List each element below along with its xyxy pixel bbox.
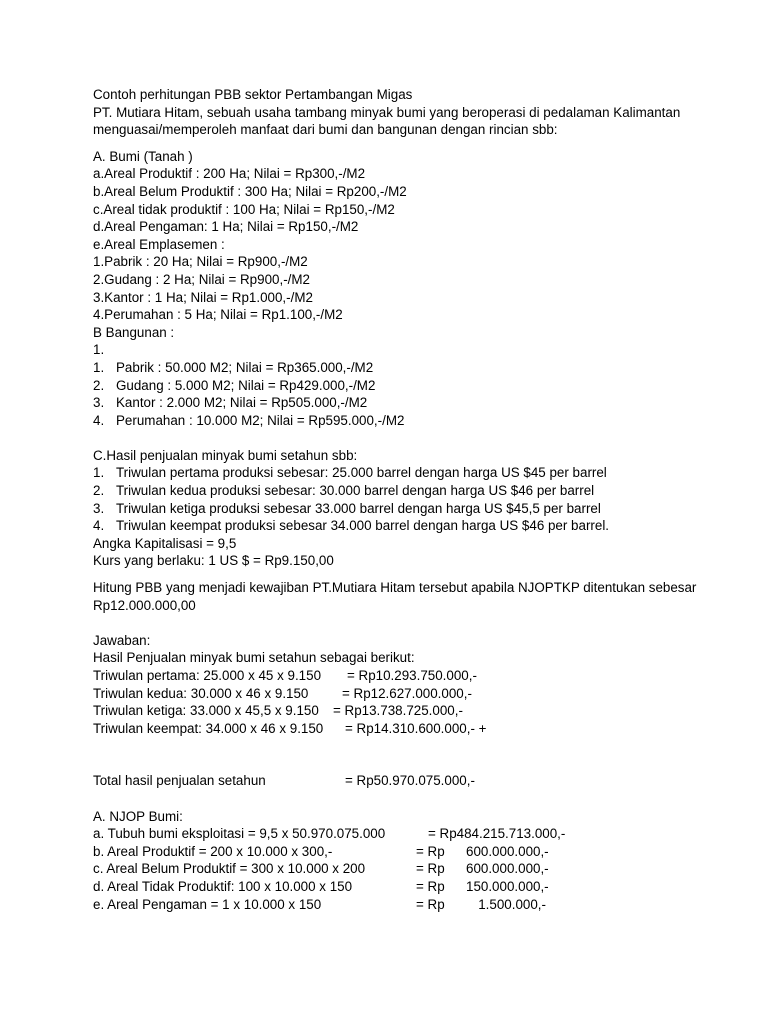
calc-value: = Rp12.627.000.000,- bbox=[342, 685, 472, 701]
section-a-heading: A. Bumi (Tanah ) bbox=[93, 148, 193, 164]
njop-rp: = Rp bbox=[416, 861, 445, 877]
total-label: Total hasil penjualan setahun bbox=[93, 773, 266, 789]
njop-value: 1.500.000,- bbox=[478, 896, 546, 912]
njop-value: 600.000.000,- bbox=[466, 861, 549, 877]
list-number: 3. bbox=[93, 395, 105, 411]
list-text: Triwulan ketiga produksi sebesar 33.000 barrel dengan harga US $45,5 per barrel bbox=[116, 500, 601, 516]
list-text: Pabrik : 50.000 M2; Nilai = Rp365.000,-/M2 bbox=[116, 359, 374, 375]
njop-value: 600.000.000,- bbox=[466, 843, 549, 859]
document-page bbox=[93, 86, 733, 913]
calc-label: Triwulan keempat: 34.000 x 46 x 9.150 bbox=[93, 720, 324, 736]
bangunan-item bbox=[93, 394, 733, 412]
list-text: Gudang : 5.000 M2; Nilai = Rp429.000,-/M2 bbox=[116, 377, 376, 393]
calc-value: = Rp13.738.725.000,- bbox=[333, 703, 463, 719]
njop-rp: = Rp bbox=[416, 896, 445, 912]
njop-label: e. Areal Pengaman = 1 x 10.000 x 150 bbox=[93, 896, 322, 912]
njop-value: = Rp484.215.713.000,- bbox=[428, 826, 566, 842]
question-line-1: Hitung PBB yang menjadi kewajiban PT.Mutiara Hitam tersebut apabila NJOPTKP ditentukan sebesar bbox=[93, 580, 697, 596]
calc-value: = Rp14.310.600.000,- + bbox=[345, 720, 487, 736]
bumi-item: a.Areal Produktif : 200 Ha; Nilai = Rp300,-/M2 bbox=[93, 166, 366, 182]
calc-label: Triwulan ketiga: 33.000 x 45,5 x 9.150 bbox=[93, 703, 319, 719]
list-number: 4. bbox=[93, 518, 105, 534]
intro-line-1: PT. Mutiara Hitam, sebuah usaha tambang minyak bumi yang beroperasi di pedalaman Kalimantan bbox=[93, 104, 681, 120]
list-text: Triwulan kedua produksi sebesar: 30.000 barrel dengan harga US $46 per barrel bbox=[116, 483, 595, 499]
njop-row bbox=[93, 896, 733, 914]
section-b-heading: B Bangunan : bbox=[93, 324, 175, 340]
njop-value: 150.000.000,- bbox=[466, 878, 549, 894]
bangunan-item bbox=[93, 412, 733, 430]
bumi-item: 3.Kantor : 1 Ha; Nilai = Rp1.000,-/M2 bbox=[93, 289, 313, 305]
njop-row bbox=[93, 843, 733, 861]
calc-value: = Rp10.293.750.000,- bbox=[347, 668, 477, 683]
answer-subheading: Hasil Penjualan minyak bumi setahun sebagai berikut: bbox=[93, 650, 415, 666]
list-number: 1. bbox=[93, 359, 105, 375]
njop-row bbox=[93, 825, 733, 843]
calc-label: Triwulan pertama: 25.000 x 45 x 9.150 bbox=[93, 668, 322, 683]
intro-line-2: menguasai/memperoleh manfaat dari bumi dan bangunan dengan rincian sbb: bbox=[93, 122, 558, 138]
penjualan-item bbox=[93, 517, 733, 535]
document-title: Contoh perhitungan PBB sektor Pertambangan Migas bbox=[93, 87, 413, 102]
bumi-item: c.Areal tidak produktif : 100 Ha; Nilai = Rp150,-/M2 bbox=[93, 201, 395, 217]
list-number: 4. bbox=[93, 412, 105, 428]
list-number: 3. bbox=[93, 500, 105, 516]
njop-heading: A. NJOP Bumi: bbox=[93, 808, 183, 824]
bangunan-item bbox=[93, 377, 733, 395]
bangunan-empty-number: 1. bbox=[93, 342, 105, 358]
question-line-2: Rp12.000.000,00 bbox=[93, 597, 196, 613]
njop-rp: = Rp bbox=[416, 843, 445, 859]
bumi-item: e.Areal Emplasemen : bbox=[93, 236, 225, 252]
bumi-item: 1.Pabrik : 20 Ha; Nilai = Rp900,-/M2 bbox=[93, 254, 308, 270]
calc-label: Triwulan kedua: 30.000 x 46 x 9.150 bbox=[93, 685, 309, 701]
njop-label: d. Areal Tidak Produktif: 100 x 10.000 x 150 bbox=[93, 878, 353, 894]
bumi-item: b.Areal Belum Produktif : 300 Ha; Nilai = Rp200,-/M2 bbox=[93, 183, 407, 199]
bumi-item: 4.Perumahan : 5 Ha; Nilai = Rp1.100,-/M2 bbox=[93, 307, 343, 323]
list-number: 2. bbox=[93, 483, 105, 499]
bumi-item: d.Areal Pengaman: 1 Ha; Nilai = Rp150,-/M2 bbox=[93, 219, 359, 235]
total-value: = Rp50.970.075.000,- bbox=[345, 773, 475, 789]
total-row bbox=[93, 772, 733, 790]
quarter-calc-row bbox=[93, 685, 733, 703]
njop-row bbox=[93, 860, 733, 878]
njop-label: b. Areal Produktif = 200 x 10.000 x 300,- bbox=[93, 843, 333, 859]
penjualan-item bbox=[93, 482, 733, 500]
section-c-heading: C.Hasil penjualan minyak bumi setahun sbb: bbox=[93, 447, 358, 463]
njop-label: a. Tubuh bumi eksploitasi = 9,5 x 50.970.075.000 bbox=[93, 826, 386, 842]
list-text: Kantor : 2.000 M2; Nilai = Rp505.000,-/M2 bbox=[116, 395, 368, 411]
bangunan-item bbox=[93, 359, 733, 377]
list-text: Triwulan keempat produksi sebesar 34.000 barrel dengan harga US $46 per barrel. bbox=[116, 518, 610, 534]
njop-row bbox=[93, 878, 733, 896]
njop-label: c. Areal Belum Produktif = 300 x 10.000 x 200 bbox=[93, 861, 366, 877]
njop-rp: = Rp bbox=[416, 878, 445, 894]
quarter-calc-row bbox=[93, 720, 733, 738]
kurs-line: Kurs yang berlaku: 1 US $ = Rp9.150,00 bbox=[93, 553, 334, 569]
quarter-calc-row bbox=[93, 702, 733, 720]
bumi-item: 2.Gudang : 2 Ha; Nilai = Rp900,-/M2 bbox=[93, 271, 310, 287]
penjualan-item bbox=[93, 500, 733, 518]
answer-heading: Jawaban: bbox=[93, 632, 151, 648]
angka-kapitalisasi: Angka Kapitalisasi = 9,5 bbox=[93, 535, 237, 551]
list-text: Perumahan : 10.000 M2; Nilai = Rp595.000,-/M2 bbox=[116, 412, 405, 428]
quarter-calc-row bbox=[93, 667, 733, 685]
list-number: 2. bbox=[93, 377, 105, 393]
list-text: Triwulan pertama produksi sebesar: 25.000 barrel dengan harga US $45 per barrel bbox=[116, 465, 607, 481]
penjualan-item bbox=[93, 464, 733, 482]
list-number: 1. bbox=[93, 465, 105, 481]
